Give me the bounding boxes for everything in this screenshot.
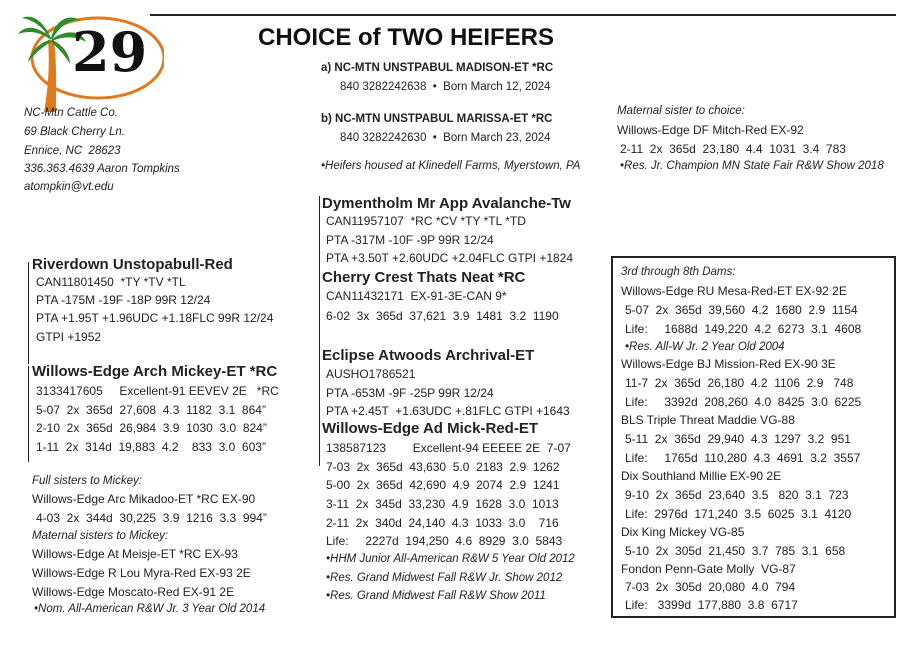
grand-dam-record: 7-03 2x 365d 43,630 5.0 2183 2.9 1262 — [326, 460, 560, 474]
dam-entry-name: Willows-Edge RU Mesa-Red-ET EX-92 2E — [621, 284, 847, 298]
page-title: CHOICE of TWO HEIFERS — [258, 24, 554, 51]
dam-entry-name: BLS Triple Threat Maddie VG-88 — [621, 413, 795, 427]
grand-dam-record: 3-11 2x 345d 33,230 4.9 1628 3.0 1013 — [326, 497, 559, 511]
sire-dam-name: Cherry Crest Thats Neat *RC — [322, 269, 526, 286]
consignor-street: 69 Black Cherry Ln. — [24, 126, 125, 138]
consignor-city: Ennice, NC 28623 — [24, 145, 121, 157]
dam-entry-name: Dix Southland Millie EX-90 2E — [621, 469, 782, 483]
dam-entry-record: 11-7 2x 365d 26,180 4.2 1106 2.9 748 — [625, 376, 854, 390]
dam-entry-record: 5-11 2x 365d 29,940 4.3 1297 3.2 951 — [625, 432, 851, 446]
grand-dam-id: 138587123 Excellent-94 EEEEE 2E 7-07 — [326, 441, 571, 455]
full-sister-record: 4-03 2x 344d 30,225 3.9 1216 3.3 994” — [36, 511, 267, 525]
dam-entry-name: Willows-Edge BJ Mission-Red EX-90 3E — [621, 357, 836, 371]
dam-entry-lifetime: Life: 2976d 171,240 3.5 6025 3.1 4120 — [625, 507, 852, 521]
dam-entry-record: 7-03 2x 305d 20,080 4.0 794 — [625, 580, 796, 594]
housing-note: •Heifers housed at Klinedell Farms, Myerstown, PA — [321, 160, 581, 172]
dam-sire-id: AUSHO1786521 — [326, 367, 416, 381]
dam-id: 3133417605 Excellent-91 EEVEV 2E *RC — [36, 384, 279, 398]
sire-id: CAN11801450 *TY *TV *TL — [36, 275, 186, 289]
sire-pta-type: PTA +1.95T +1.96UDC +1.18FLC 99R 12/24 — [36, 311, 274, 325]
dam-record: 1-11 2x 314d 19,883 4.2 833 3.0 603” — [36, 440, 266, 454]
full-sisters-heading: Full sisters to Mickey: — [32, 475, 142, 487]
dam-name: Willows-Edge Arch Mickey-ET *RC — [32, 363, 278, 380]
dams-box — [611, 256, 896, 618]
mickey-maternal-sister: Willows-Edge At Meisje-ET *RC EX-93 — [32, 547, 238, 561]
dam-entry-record: 9-10 2x 365d 23,640 3.5 820 3.1 723 — [625, 488, 849, 502]
dam-sire-pta-production: PTA -653M -9F -25P 99R 12/24 — [326, 386, 494, 400]
grand-dam-name: Willows-Edge Ad Mick-Red-ET — [322, 420, 538, 437]
dam-entry-award: •Res. All-W Jr. 2 Year Old 2004 — [625, 341, 785, 353]
sire-sire-name: Dymentholm Mr App Avalanche-Tw — [322, 195, 571, 212]
dam-entry-lifetime: Life: 3392d 208,260 4.0 8425 3.0 6225 — [625, 395, 862, 409]
sire-gtpi: GTPI +1952 — [36, 330, 102, 344]
full-sister-name: Willows-Edge Arc Mikadoo-ET *RC EX-90 — [32, 492, 256, 506]
sire-sire-id: CAN11957107 *RC *CV *TY *TL *TD — [326, 214, 526, 228]
dam-entry-name: Dix King Mickey VG-85 — [621, 525, 745, 539]
lot-number: 29 — [72, 20, 148, 84]
pedigree-line — [28, 366, 29, 462]
pedigree-line — [28, 262, 29, 364]
maternal-sister-award: •Res. Jr. Champion MN State Fair R&W Show 2018 — [620, 160, 884, 172]
heifer-a-info: 840 3282242638 • Born March 12, 2024 — [340, 81, 551, 93]
mickey-maternal-award: •Nom. All-American R&W Jr. 3 Year Old 2014 — [34, 603, 266, 615]
grand-dam-award: •Res. Grand Midwest Fall R&W Show 2011 — [326, 590, 546, 602]
palm-trunk-shape — [44, 40, 56, 112]
dam-entry-record: 5-07 2x 365d 39,560 4.2 1680 2.9 1154 — [625, 303, 858, 317]
mickey-maternal-sister: Willows-Edge R Lou Myra-Red EX-93 2E — [32, 566, 251, 580]
dam-entry-lifetime: Life: 1688d 149,220 4.2 6273 3.1 4608 — [625, 322, 862, 336]
sire-pta-production: PTA -175M -19F -18P 99R 12/24 — [36, 293, 211, 307]
sire-sire-pta-type: PTA +3.50T +2.60UDC +2.04FLC GTPI +1824 — [326, 251, 574, 265]
dam-record: 5-07 2x 365d 27,608 4.3 1182 3.1 864” — [36, 403, 266, 417]
maternal-sister-record: 2-11 2x 365d 23,180 4.4 1031 3.4 783 — [620, 142, 846, 156]
maternal-sister-name: Willows-Edge DF Mitch-Red EX-92 — [617, 123, 804, 137]
consignor-phone: 336.363.4639 Aaron Tompkins — [24, 163, 180, 175]
grand-dam-award: •Res. Grand Midwest Fall R&W Jr. Show 2012 — [326, 572, 563, 584]
grand-dam-record: 5-00 2x 365d 42,690 4.9 2074 2.9 1241 — [326, 478, 560, 492]
consignor-name: NC-Mtn Cattle Co. — [24, 107, 118, 119]
mickey-maternal-sister: Willows-Edge Moscato-Red EX-91 2E — [32, 585, 235, 599]
dam-entry-lifetime: Life: 1765d 110,280 4.3 4691 3.2 3557 — [625, 451, 861, 465]
pedigree-line — [319, 196, 320, 466]
dam-sire-pta-type: PTA +2.45T +1.63UDC +.81FLC GTPI +1643 — [326, 404, 570, 418]
dam-sire-name: Eclipse Atwoods Archrival-ET — [322, 347, 535, 364]
heifer-b-name: b) NC-MTN UNSTPABUL MARISSA-ET *RC — [321, 113, 553, 125]
sire-dam-id: CAN11432171 EX-91-3E-CAN 9* — [326, 289, 507, 303]
dam-entry-record: 5-10 2x 305d 21,450 3.7 785 3.1 658 — [625, 544, 846, 558]
maternal-sister-heading: Maternal sister to choice: — [617, 105, 745, 117]
sire-sire-pta-production: PTA -317M -10F -9P 99R 12/24 — [326, 233, 494, 247]
grand-dam-award: •HHM Junior All-American R&W 5 Year Old 2012 — [326, 553, 575, 565]
top-rule — [150, 14, 896, 16]
heifer-a-name: a) NC-MTN UNSTPABUL MADISON-ET *RC — [321, 62, 554, 74]
dam-entry-lifetime: Life: 3399d 177,880 3.8 6717 — [625, 598, 798, 612]
mickey-maternal-heading: Maternal sisters to Mickey: — [32, 530, 169, 542]
sire-name: Riverdown Unstopabull-Red — [32, 256, 233, 273]
sire-dam-record: 6-02 3x 365d 37,621 3.9 1481 3.2 1190 — [326, 309, 559, 323]
heifer-b-info: 840 3282242630 • Born March 23, 2024 — [340, 132, 551, 144]
dam-record: 2-10 2x 365d 26,984 3.9 1030 3.0 824” — [36, 421, 267, 435]
consignor-email[interactable]: atompkin@vt.edu — [24, 181, 114, 193]
grand-dam-record: 2-11 2x 340d 24,140 4.3 1033 3.0 716 — [326, 516, 559, 530]
lot-badge — [14, 10, 164, 115]
dam-entry-name: Fondon Penn-Gate Molly VG-87 — [621, 562, 796, 576]
dams-box-heading: 3rd through 8th Dams: — [621, 266, 736, 278]
grand-dam-lifetime: Life: 2227d 194,250 4.6 8929 3.0 5843 — [326, 534, 563, 548]
